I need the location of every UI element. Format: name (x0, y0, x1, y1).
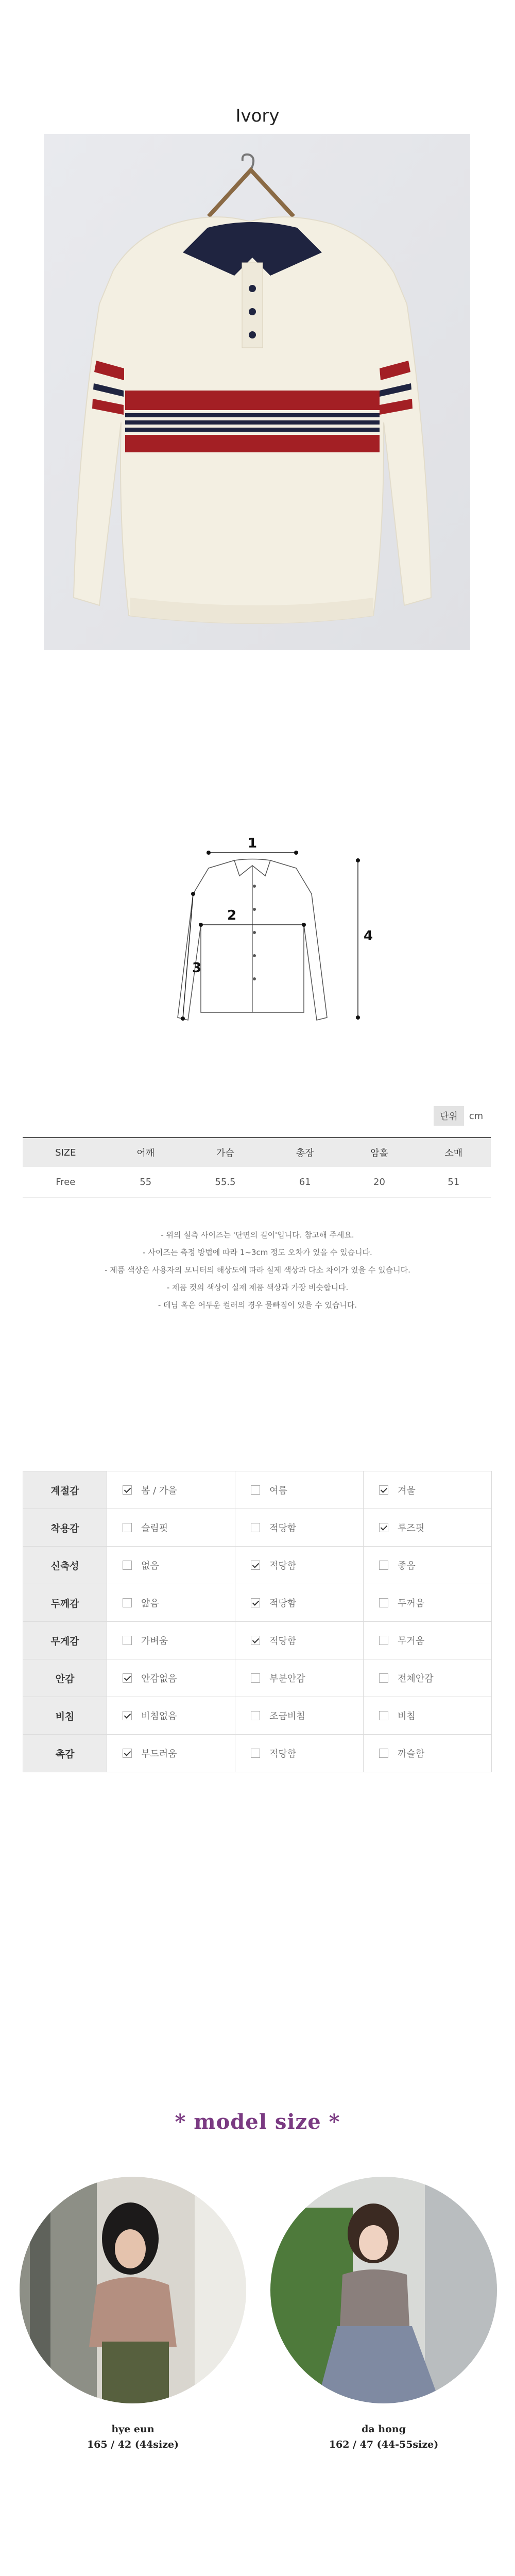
note-line: - 사이즈는 측정 방법에 따라 1~3cm 정도 오차가 있을 수 있습니다. (143, 1248, 372, 1257)
option-label: 루즈핏 (398, 1523, 425, 1534)
unchecked-checkbox (123, 1523, 132, 1532)
option-label: 안감없음 (141, 1673, 177, 1684)
option-label: 부분안감 (269, 1673, 305, 1684)
table-cell: Free (23, 1167, 109, 1197)
attribute-label: 무게감 (23, 1622, 107, 1659)
attribute-option (107, 1622, 235, 1659)
table-cell: 55.5 (183, 1167, 268, 1197)
option-label: 부드러움 (141, 1749, 177, 1759)
option-label: 슬림핏 (141, 1523, 168, 1534)
model-photo-1 (20, 2177, 246, 2403)
option-label: 비침 (398, 1711, 416, 1722)
sweater-image (44, 134, 470, 650)
table-cell: 61 (268, 1167, 342, 1197)
option-label: 전체안감 (398, 1673, 434, 1684)
option-label: 봄 / 가을 (141, 1485, 177, 1496)
attribute-option (235, 1697, 364, 1735)
option-label: 좋음 (398, 1561, 416, 1571)
checked-checkbox (251, 1561, 260, 1570)
header-cell: 암홀 (342, 1138, 416, 1167)
option-label: 적당함 (269, 1561, 297, 1571)
checked-checkbox (379, 1485, 388, 1495)
option-label: 얇음 (141, 1598, 159, 1609)
unchecked-checkbox (123, 1598, 132, 1607)
option-label: 적당함 (269, 1636, 297, 1647)
size-table (23, 1137, 491, 1197)
note-line: - 제품 색상은 사용자의 모니터의 해상도에 따라 실제 색상과 다소 차이가 있을 수 있습니다. (105, 1265, 410, 1275)
checked-checkbox (251, 1598, 260, 1607)
model-size: 165 / 42 (44size) (87, 2439, 179, 2450)
model-name: da hong (362, 2424, 406, 2435)
attribute-option (364, 1659, 492, 1697)
unchecked-checkbox (379, 1673, 388, 1683)
attribute-option (235, 1547, 364, 1584)
attribute-option (235, 1471, 364, 1509)
option-label: 적당함 (269, 1598, 297, 1609)
attribute-option (235, 1509, 364, 1547)
attribute-option (107, 1471, 235, 1509)
attribute-option (107, 1659, 235, 1697)
attribute-label: 착용감 (23, 1509, 107, 1547)
attribute-option (364, 1471, 492, 1509)
attribute-option (107, 1547, 235, 1584)
unchecked-checkbox (379, 1561, 388, 1570)
unchecked-checkbox (379, 1711, 388, 1720)
attribute-label: 계절감 (23, 1471, 107, 1509)
header-cell: 가슴 (183, 1138, 268, 1167)
attribute-option (364, 1622, 492, 1659)
attribute-label: 안감 (23, 1659, 107, 1697)
option-label: 겨울 (398, 1485, 416, 1496)
header-cell: 소매 (417, 1138, 491, 1167)
table-cell: 55 (109, 1167, 183, 1197)
unit-label: 단위 (434, 1106, 464, 1126)
note-line: - 위의 실측 사이즈는 '단면의 길이'입니다. 참고해 주세요. (161, 1230, 354, 1240)
unchecked-checkbox (123, 1636, 132, 1645)
attribute-row (23, 1659, 492, 1697)
attribute-option (364, 1697, 492, 1735)
note-line: - 데님 혹은 어두운 컬러의 경우 물빠짐이 있을 수 있습니다. (158, 1300, 357, 1310)
attribute-option (364, 1584, 492, 1622)
header-cell: 어깨 (109, 1138, 183, 1167)
header-cell: SIZE (23, 1138, 109, 1167)
diagram-label-1: 1 (247, 837, 258, 851)
attribute-row (23, 1584, 492, 1622)
model-size-title: * model size * (175, 2110, 340, 2134)
attribute-option (107, 1697, 235, 1735)
measurement-diagram (149, 837, 376, 1043)
header-cell: 총장 (268, 1138, 342, 1167)
attribute-row (23, 1697, 492, 1735)
attribute-option (364, 1509, 492, 1547)
option-label: 무거움 (398, 1636, 425, 1647)
unit-indicator (434, 1106, 483, 1126)
model-caption-2 (270, 2421, 497, 2452)
checked-checkbox (123, 1485, 132, 1495)
attribute-option (235, 1622, 364, 1659)
diagram-label-2: 2 (227, 908, 237, 923)
checked-checkbox (123, 1711, 132, 1720)
attribute-label: 비침 (23, 1697, 107, 1735)
table-cell: 51 (417, 1167, 491, 1197)
option-label: 적당함 (269, 1523, 297, 1534)
attribute-row (23, 1509, 492, 1547)
option-label: 없음 (141, 1561, 159, 1571)
option-label: 비침없음 (141, 1711, 177, 1722)
model-name: hye eun (111, 2424, 154, 2435)
option-label: 적당함 (269, 1749, 297, 1759)
product-photo (44, 134, 470, 650)
attribute-option (107, 1584, 235, 1622)
diagram-label-3: 3 (192, 960, 202, 976)
attribute-option (107, 1735, 235, 1772)
model-size: 162 / 47 (44-55size) (329, 2439, 439, 2450)
attribute-option (107, 1509, 235, 1547)
unchecked-checkbox (251, 1711, 260, 1720)
checked-checkbox (123, 1673, 132, 1683)
diagram-label-4: 4 (363, 928, 373, 944)
attribute-label: 두께감 (23, 1584, 107, 1622)
checked-checkbox (379, 1523, 388, 1532)
unchecked-checkbox (123, 1561, 132, 1570)
model-caption-1 (20, 2421, 246, 2452)
attribute-table (23, 1471, 492, 1772)
model-photo-2 (270, 2177, 497, 2403)
attribute-row (23, 1735, 492, 1772)
attribute-option (235, 1659, 364, 1697)
size-notes (0, 1226, 515, 1314)
attribute-row (23, 1471, 492, 1509)
unchecked-checkbox (251, 1749, 260, 1758)
unit-value: cm (469, 1110, 484, 1122)
note-line: - 제품 컷의 색상이 실제 제품 색상과 가장 비슷합니다. (166, 1283, 349, 1292)
unchecked-checkbox (379, 1636, 388, 1645)
unchecked-checkbox (251, 1485, 260, 1495)
attribute-row (23, 1622, 492, 1659)
color-title: Ivory (235, 106, 280, 126)
checked-checkbox (123, 1749, 132, 1758)
unchecked-checkbox (379, 1598, 388, 1607)
attribute-label: 촉감 (23, 1735, 107, 1772)
option-label: 두꺼움 (398, 1598, 425, 1609)
table-cell: 20 (342, 1167, 416, 1197)
table-row (23, 1167, 491, 1197)
unchecked-checkbox (379, 1749, 388, 1758)
attribute-label: 신축성 (23, 1547, 107, 1584)
unchecked-checkbox (251, 1523, 260, 1532)
checked-checkbox (251, 1636, 260, 1645)
attribute-option (364, 1547, 492, 1584)
attribute-option (235, 1584, 364, 1622)
option-label: 조금비침 (269, 1711, 305, 1722)
unchecked-checkbox (251, 1673, 260, 1683)
attribute-row (23, 1547, 492, 1584)
option-label: 까슬함 (398, 1749, 425, 1759)
attribute-option (235, 1735, 364, 1772)
option-label: 가벼움 (141, 1636, 168, 1647)
option-label: 여름 (269, 1485, 287, 1496)
size-table-header (23, 1138, 491, 1167)
attribute-option (364, 1735, 492, 1772)
